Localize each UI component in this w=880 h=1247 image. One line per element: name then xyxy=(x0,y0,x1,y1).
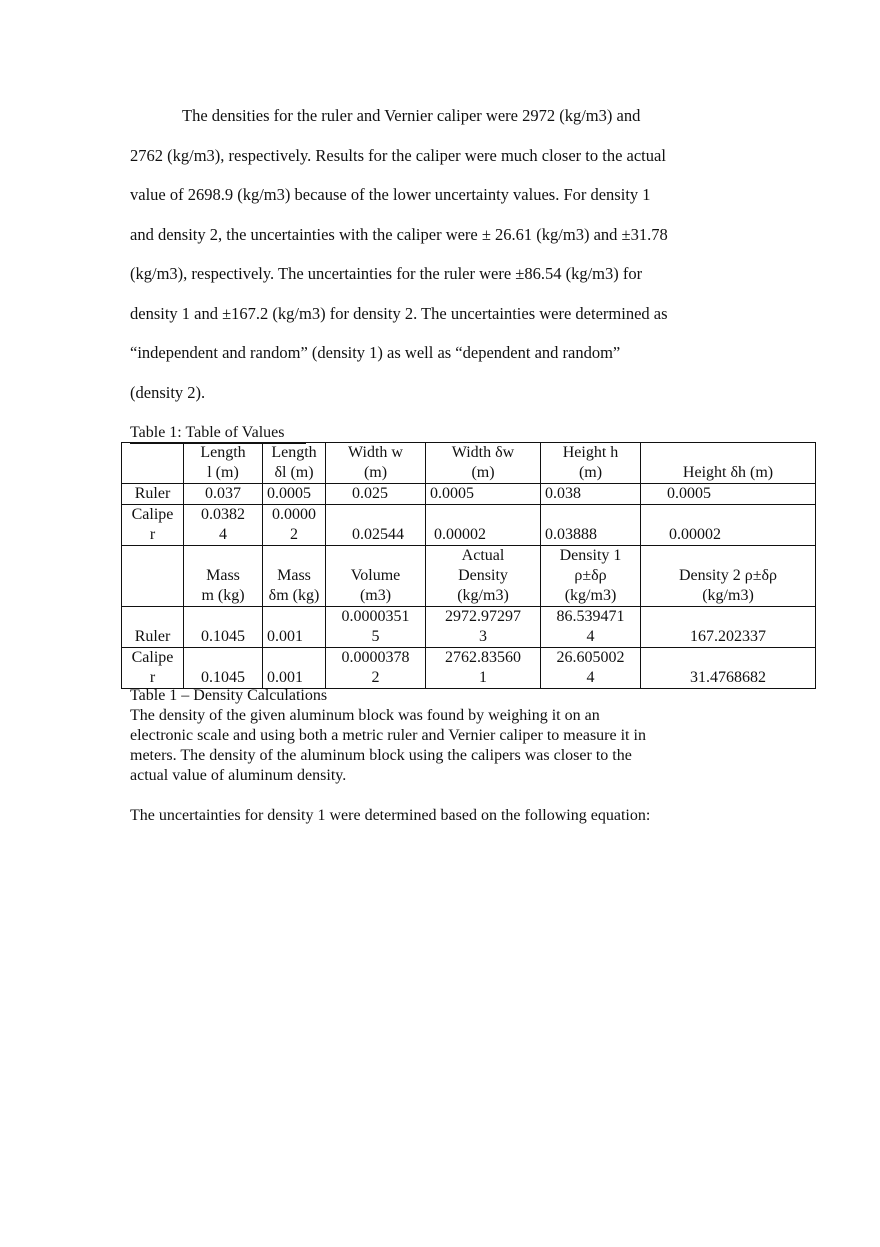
body-line: electronic scale and using both a metric ruler and Vernier caliper to measure it in xyxy=(130,727,646,744)
table-cell: Length l (m) xyxy=(184,443,263,484)
intro-line: and density 2, the uncertainties with the caliper were ± 26.61 (kg/m3) and ±31.78 xyxy=(130,224,668,244)
table-cell: Calipe r xyxy=(122,648,184,689)
table-row xyxy=(122,484,816,505)
intro-line: (kg/m3), respectively. The uncertainties for the ruler were ±86.54 (kg/m3) for xyxy=(130,264,643,283)
table-cell: 0.0005 xyxy=(263,484,326,505)
table-cell xyxy=(122,546,184,607)
table-cell: 2972.97297 3 xyxy=(426,607,541,648)
table-cell: 0.02544 xyxy=(326,505,426,546)
table-footer-caption: Table 1 – Density Calculations xyxy=(130,687,328,704)
intro-line: The densities for the ruler and Vernier caliper were 2972 (kg/m3) and xyxy=(182,106,641,125)
intro-line: “independent and random” (density 1) as well as “dependent and random” xyxy=(130,343,621,362)
table-cell: 0.001 xyxy=(263,648,326,689)
intro-line: (density 2). xyxy=(130,382,206,402)
table-cell: Length δl (m) xyxy=(263,443,326,484)
table-cell: Density 1 ρ±δρ (kg/m3) xyxy=(541,546,641,607)
table-cell: 0.0005 xyxy=(641,484,816,505)
table-cell: 0.00002 xyxy=(426,505,541,546)
table-cell: 0.0382 4 xyxy=(184,505,263,546)
table-cell: Calipe r xyxy=(122,505,184,546)
table-row-header-dimensions xyxy=(122,443,816,484)
table-cell: 2762.83560 1 xyxy=(426,648,541,689)
body-line: The density of the given aluminum block was found by weighing it on an xyxy=(130,707,600,724)
table-cell: 167.202337 xyxy=(641,607,816,648)
table-cell: Ruler xyxy=(122,607,184,648)
table-caption: Table 1: Table of Values xyxy=(130,423,306,444)
intro-line: density 1 and ±167.2 (kg/m3) for density 2. The uncertainties were determined as xyxy=(130,303,668,323)
table-cell: Width w (m) xyxy=(326,443,426,484)
table-cell: Mass δm (kg) xyxy=(263,546,326,607)
table-cell: 0.0000378 2 xyxy=(326,648,426,689)
table-cell: 0.00002 xyxy=(641,505,816,546)
body-text xyxy=(130,686,730,826)
table-cell: Height h (m) xyxy=(541,443,641,484)
table-cell: 31.4768682 xyxy=(641,648,816,689)
table-row xyxy=(122,607,816,648)
table-cell xyxy=(122,443,184,484)
table-cell: Density 2 ρ±δρ (kg/m3) xyxy=(641,546,816,607)
table-cell: Mass m (kg) xyxy=(184,546,263,607)
table-cell: 0.001 xyxy=(263,607,326,648)
values-table xyxy=(121,442,816,689)
table-cell: 0.037 xyxy=(184,484,263,505)
table-cell: 26.605002 4 xyxy=(541,648,641,689)
paragraph-gap xyxy=(130,786,730,806)
table-row xyxy=(122,648,816,689)
table-cell: Height δh (m) xyxy=(641,443,816,484)
table-row xyxy=(122,505,816,546)
intro-paragraph xyxy=(130,96,730,412)
body-line: actual value of aluminum density. xyxy=(130,767,347,784)
intro-line: value of 2698.9 (kg/m3) because of the lower uncertainty values. For density 1 xyxy=(130,185,651,204)
closing-line: The uncertainties for density 1 were determined based on the following equation: xyxy=(130,807,651,824)
table-cell: 0.0000351 5 xyxy=(326,607,426,648)
table-cell: 0.025 xyxy=(326,484,426,505)
table-cell: 86.539471 4 xyxy=(541,607,641,648)
table-cell: Volume (m3) xyxy=(326,546,426,607)
table-cell: 0.1045 xyxy=(184,648,263,689)
table-cell: 0.1045 xyxy=(184,607,263,648)
intro-line: 2762 (kg/m3), respectively. Results for the caliper were much closer to the actual xyxy=(130,145,666,165)
table-row-header-density xyxy=(122,546,816,607)
table-cell: Ruler xyxy=(122,484,184,505)
table-cell: Actual Density (kg/m3) xyxy=(426,546,541,607)
table-cell: 0.03888 xyxy=(541,505,641,546)
body-line: meters. The density of the aluminum block using the calipers was closer to the xyxy=(130,747,632,764)
table-cell: Width δw (m) xyxy=(426,443,541,484)
table-cell: 0.038 xyxy=(541,484,641,505)
table-cell: 0.0005 xyxy=(426,484,541,505)
table-cell: 0.0000 2 xyxy=(263,505,326,546)
